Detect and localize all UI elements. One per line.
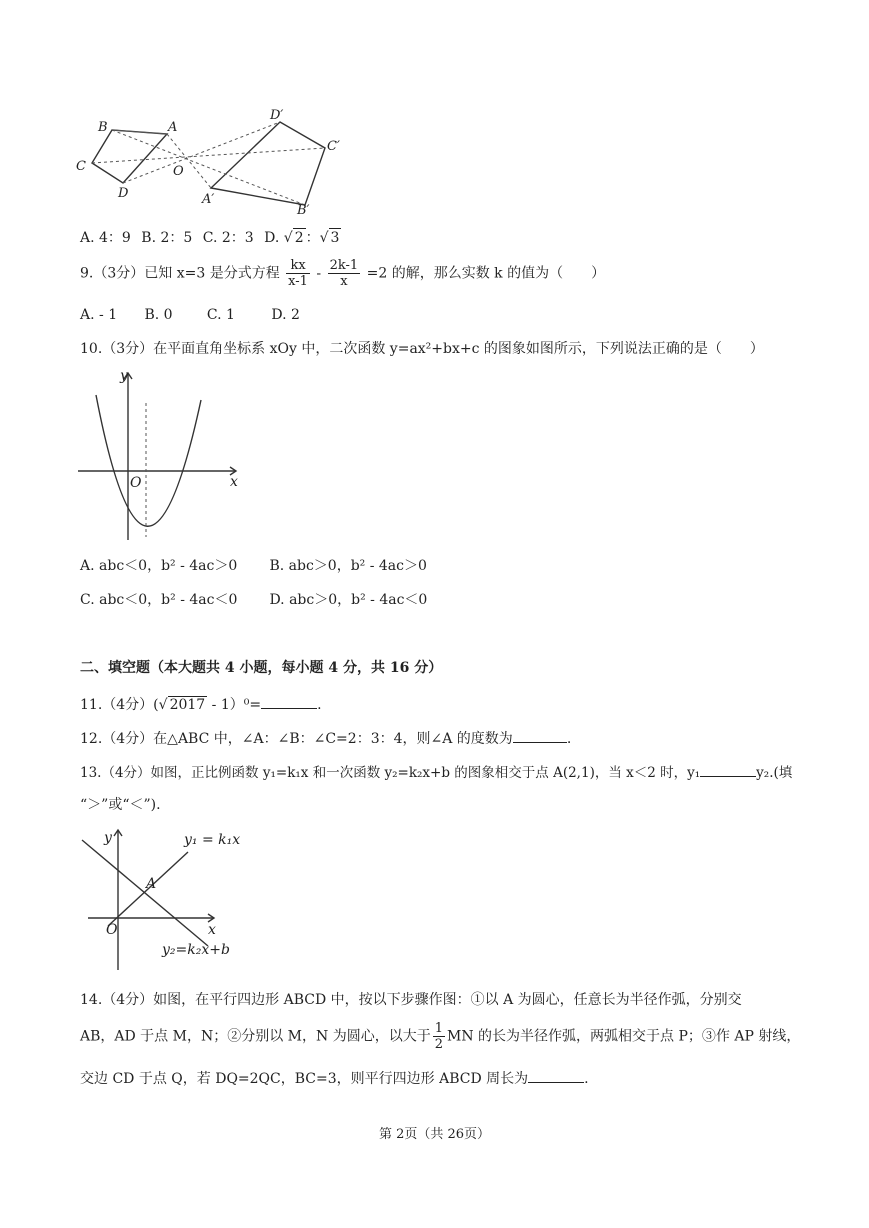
q8-option-b: B. 2：5 (141, 230, 193, 246)
q14-line3: 交边 CD 于点 Q，若 DQ=2QC，BC=3，则平行四边形 ABCD 周长为 (80, 1071, 529, 1087)
q8-option-d-prefix: D. (264, 230, 280, 246)
q13-stem-line1 (80, 762, 792, 782)
q9-option-a: A. - 1 (80, 307, 118, 323)
q11-stem (80, 694, 322, 714)
fig8-label-a: A (168, 120, 178, 135)
q10-options-row1 (80, 557, 427, 575)
parabola-label-o: O (130, 475, 142, 491)
q11-end: . (317, 697, 322, 713)
parabola-figure (74, 365, 249, 545)
fig8-label-c: C (76, 159, 86, 174)
fig8-label-b-prime: B′ (297, 203, 310, 215)
q14-stem-line2 (80, 1021, 800, 1052)
section-2-title: 二、填空题（本大题共 4 小题，每小题 4 分，共 16 分） (80, 660, 443, 676)
q10-option-a: A. abc＜0，b² - 4ac＞0 (80, 558, 238, 574)
q9-prefix: 9.（3分）已知 x=3 是分式方程 (80, 265, 280, 282)
q9-fraction-2: $\frac{2k-1}{x}$ (329, 258, 359, 289)
fig13-label-a: A (146, 876, 157, 892)
q10-stem: 10.（3分）在平面直角坐标系 xOy 中，二次函数 y=ax²+bx+c 的图象如图所示，下列说法正确的是（ ） (80, 341, 764, 357)
q9-option-d: D. 2 (271, 307, 300, 323)
q14-fraction-half: $\frac{1}{2}$ (434, 1021, 443, 1052)
q14-line3-end: . (584, 1071, 589, 1087)
q11-prefix: 11.（4分）( (80, 697, 159, 713)
q9-options (80, 306, 300, 324)
q13-stem-line2: “＞”或“＜”). (80, 797, 161, 813)
sqrt-2: √ 2 (283, 230, 304, 246)
q13-line1-end: y₂.(填 (756, 765, 793, 781)
q13-answer-blank[interactable] (700, 762, 756, 777)
q14-line2-a: AB，AD 于点 M，N；②分别以 M，N 为圆心，以大于 (80, 1028, 431, 1045)
q14-stem-line1: 14.（4分）如图，在平行四边形 ABCD 中，按以下步骤作图：①以 A 为圆心，任意长为半径作弧，分别交 (80, 992, 742, 1008)
q11-suffix: - 1）⁰= (207, 697, 262, 713)
q13-line1: 13.（4分）如图，正比例函数 y₁=k₁x 和一次函数 y₂=k₂x+b 的图象相交于点 A(2,1)，当 x＜2 时，y₁ (80, 765, 701, 781)
fig8-label-d: D (118, 186, 129, 201)
q12-stem (80, 728, 571, 748)
q9-option-b: B. 0 (144, 307, 173, 323)
fig8-label-o: O (173, 164, 184, 179)
q9-suffix: =2 的解，那么实数 k 的值为（ ） (366, 265, 606, 282)
fig8-label-a-prime: A′ (202, 192, 215, 207)
q8-option-c: C. 2：3 (202, 230, 254, 246)
fig8-label-c-prime: C′ (327, 139, 340, 154)
q14-stem-line3 (80, 1068, 589, 1088)
q9-fraction-1: $\frac{kx}{x-1}$ (288, 258, 308, 289)
large-quadrilateral (211, 122, 325, 205)
q8-option-a: A. 4：9 (80, 230, 131, 246)
parabola-label-y: y (120, 368, 128, 384)
q8-option-d (264, 228, 341, 247)
parabola-curve (96, 395, 201, 526)
page-footer: 第 2页（共 26页） (378, 1127, 491, 1142)
q10-options-row2 (80, 591, 427, 609)
homothety-figure (70, 100, 360, 215)
sqrt-2017: √ 2017 (158, 697, 206, 713)
q10-option-b: B. abc＞0，b² - 4ac＞0 (269, 558, 427, 574)
fig13-label-o: O (106, 922, 118, 938)
q8-option-d-sep: ： (305, 230, 320, 246)
parabola-label-x: x (230, 474, 238, 490)
q12-text: 12.（4分）在△ABC 中，∠A：∠B：∠C=2：3：4，则∠A 的度数为 (80, 731, 513, 747)
fig8-label-d-prime: D′ (270, 108, 284, 123)
sqrt-3: √ 3 (319, 230, 340, 246)
line-y2 (82, 840, 208, 946)
q12-answer-blank[interactable] (513, 728, 567, 743)
small-quadrilateral (92, 130, 167, 183)
fig13-label-y1: y₁ = k₁x (184, 832, 241, 848)
linear-functions-figure (74, 822, 254, 974)
fig8-label-b: B (98, 120, 108, 135)
fig13-label-x: x (208, 922, 216, 938)
q9-option-c: C. 1 (206, 307, 235, 323)
q8-options (80, 228, 341, 247)
fig13-label-y2: y₂=k₂x+b (162, 942, 230, 958)
q11-answer-blank[interactable] (261, 694, 317, 709)
q14-answer-blank[interactable] (528, 1068, 584, 1083)
q9-stem (80, 258, 605, 289)
q14-line2-b: MN 的长为半径作弧，两弧相交于点 P；③作 AP 射线， (446, 1028, 801, 1045)
fig13-label-y: y (104, 830, 112, 846)
q12-end: . (566, 731, 572, 747)
q10-option-d: D. abc＞0，b² - 4ac＜0 (269, 592, 428, 608)
q10-option-c: C. abc＜0，b² - 4ac＜0 (80, 592, 238, 608)
q9-minus: - (316, 265, 322, 282)
